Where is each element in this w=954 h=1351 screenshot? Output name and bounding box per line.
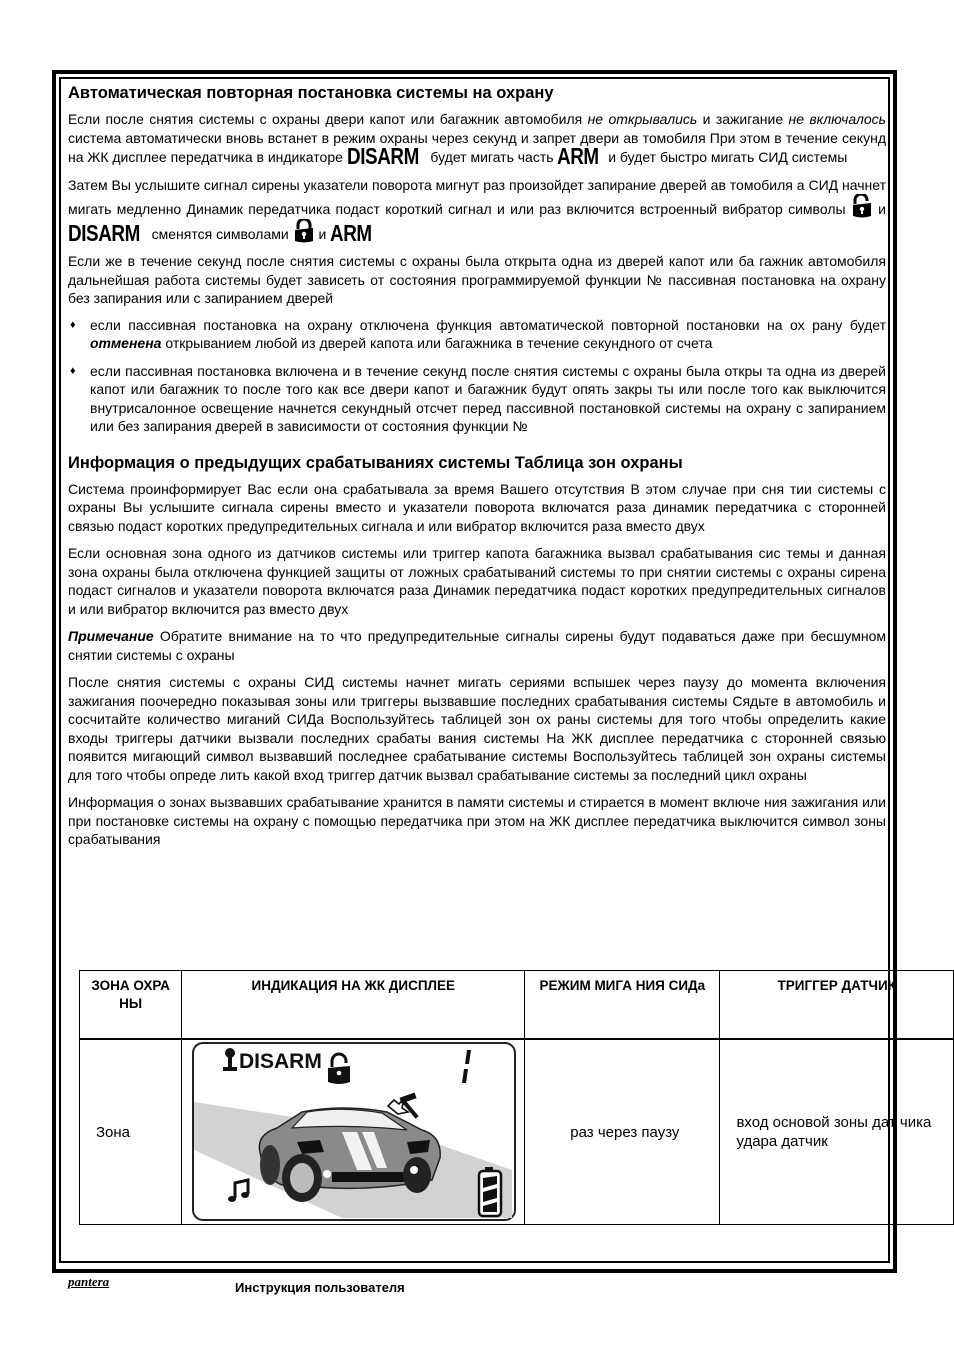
page-content xyxy=(68,82,886,849)
header-zone: ЗОНА ОХРА НЫ xyxy=(80,971,182,1040)
paragraph-zone-disabled: Если основная зона одного из датчиков системы или триггер капота багажника вызвал срабатывания сис темы и данная зона охраны была отключена функцией защиты от ложных срабатываний системы то при снятии системы с охраны сирена подаст сигналов и указатели поворота включатся раза Динамик передатчика подаст коротких предупредительных сигналов и или вибратор включится раз вместо двух xyxy=(68,545,886,617)
cell-trigger: вход основой зоны дат чика удара датчик xyxy=(720,1039,954,1225)
passive-arming-list xyxy=(68,316,886,436)
list-item: ♦ если пассивная постановка включена и в течение секунд после снятия системы с охраны была откры та одна из дверей капот или багажник то после того как все двери капот и багажник будут опять закры ты или после того как выключится внутрисалонное освещение начнется секундный отсчет перед пассивной постановкой системы на охрану с запиранием или без запирания дверей в зависимости от состояния функции № xyxy=(70,362,886,434)
list-item: ♦ если пассивная постановка на охрану отключена функция автоматической повторной постановки на ох рану будет отменена открыванием любой из дверей капота или багажника в течение секундного от счета xyxy=(70,316,886,351)
section-title-previous-triggers: Информация о предыдущих срабатываниях системы Таблица зон охраны xyxy=(68,453,683,472)
paragraph-auto-rearm-intro: Если после снятия системы с охраны двери капот или багажник автомобиля не открывались и зажигание не включалось система автоматически вновь встанет в режим охраны через секунд и запрет двери ав томобиля При этом в течение секунд на ЖК дисплее передатчика в индикаторе DISARM будет мигать часть ARM и будет быстро мигать СИД системы xyxy=(68,111,887,169)
header-lcd-indication: ИНДИКАЦИЯ НА ЖК ДИСПЛЕЕ xyxy=(182,971,525,1040)
footer-title: Инструкция пользователя xyxy=(235,1280,405,1295)
battery-icon xyxy=(479,1167,501,1216)
zones-table xyxy=(79,970,954,1225)
paragraph-note: Примечание Обратите внимание на то что предупредительные сигналы сирены будут подаваться даже при бесшумном снятии системы с охраны xyxy=(68,628,886,663)
paragraph-auto-rearm-signals: Затем Вы услышите сигнал сирены указатели поворота мигнут раз произойдет запирание дверей ав томобиля а СИД начнет мигать медленно Динамик передатчика подаст короткий сигнал и или раз включится встроенный вибратор символы и DISARM сменятся символами и ARM xyxy=(68,176,886,246)
disarm-indicator: DISARM xyxy=(346,143,419,169)
unlocked-padlock-icon xyxy=(851,194,873,218)
table-header-row xyxy=(80,971,954,1040)
locked-padlock-icon xyxy=(293,219,315,243)
arm-indicator: ARM xyxy=(330,219,372,246)
cell-zone: Зона xyxy=(80,1039,182,1225)
pantera-logo: pantera xyxy=(68,1274,110,1289)
lcd-disarm-text: DISARM xyxy=(239,1050,323,1073)
paragraph-passive-arming-dependency: Если же в течение секунд после снятия системы с охраны была открыта одна из дверей капот или ба гажник автомобиля дальнейшая работа системы будет зависеть от состояния программируемой функции № пассивная постановка на охрану без запирания или с запиранием дверей xyxy=(68,253,886,306)
paragraph-led-blink-series: После снятия системы с охраны СИД системы начнет мигать сериями вспышек через паузу до момента включения зажигания поочередно показывая зоны или триггеры вызвавшие последних срабатывания системы Сядьте в автомобиль и сосчитайте количество миганий СИДа Воспользуйтесь таблицей зон ох раны системы для того чтобы определить какие входы триггеры датчики вызвали последних срабаты вания системы На ЖК дисплее передатчика с сторонней связью появится мигающий символ вызвавший последнее срабатывание системы Воспользуйтесь таблицей зон охраны системы для того чтобы опреде лить какой вход триггер датчик вызвал срабатывание системы за последний цикл охраны xyxy=(68,674,886,783)
header-trigger-sensor: ТРИГГЕР ДАТЧИК xyxy=(720,971,954,1040)
diamond-bullet-icon: ♦ xyxy=(70,318,76,331)
disarm-indicator: DISARM xyxy=(68,219,140,246)
lcd-display-image xyxy=(182,1040,524,1224)
diamond-bullet-icon: ♦ xyxy=(70,364,76,377)
section-title-auto-rearm: Автоматическая повторная постановка системы на охрану xyxy=(68,84,554,102)
header-led-blink-mode: РЕЖИМ МИГА НИЯ СИДа xyxy=(525,971,720,1040)
table-row xyxy=(80,1039,954,1225)
cell-lcd xyxy=(182,1039,525,1225)
arm-indicator: ARM xyxy=(557,143,600,169)
paragraph-zone-memory: Информация о зонах вызвавших срабатывание хранится в памяти системы и стирается в момент включе ния зажигания или при постановке системы на охрану с помощью передатчика при этом на ЖК дисплее передатчика выключится символ зоны срабатывания xyxy=(68,794,886,847)
cell-blink-mode: раз через паузу xyxy=(525,1039,720,1225)
note-label: Примечание xyxy=(68,628,154,644)
paragraph-alarm-notification: Система проинформирует Вас если она срабатывала за время Вашего отсутствия В этом случае при сня тии системы с охраны Вы услышите сигнала сирены вместо и указатели поворота включатся раза динамик передатчика с сторонней связью подаст коротких предупредительных сигнала и или вибратор включится раза вместо двух xyxy=(68,480,886,534)
